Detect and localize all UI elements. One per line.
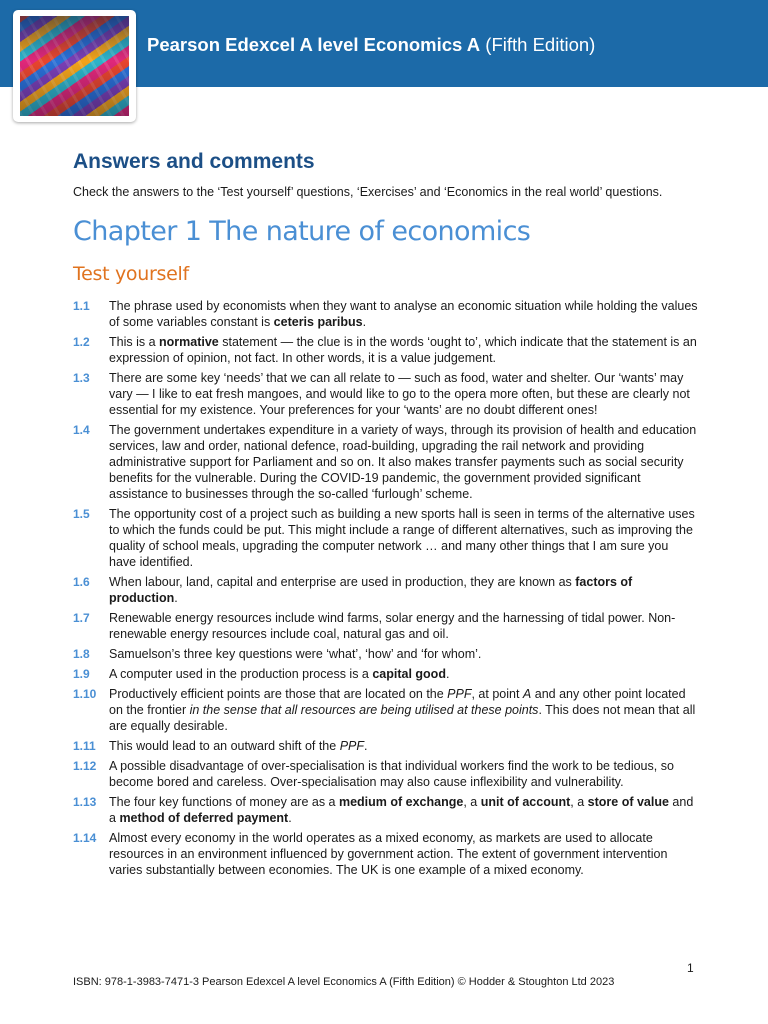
answer-number: 1.1 xyxy=(73,299,90,313)
header-title-main: Pearson Edexcel A level Economics A xyxy=(147,34,481,55)
answer-number: 1.4 xyxy=(73,423,90,437)
answer-item xyxy=(73,794,698,826)
header-title-edition: (Fifth Edition) xyxy=(480,34,596,55)
bold-term: medium of exchange xyxy=(338,795,464,809)
bold-term: method of deferred payment xyxy=(119,811,289,825)
text-run: Productively efficient points are those that are located on the xyxy=(109,687,448,701)
answer-item xyxy=(73,298,698,330)
test-yourself-heading: Test yourself xyxy=(73,263,189,285)
section-heading: Answers and comments xyxy=(73,150,315,173)
answer-text xyxy=(109,794,698,826)
answer-text xyxy=(109,506,698,570)
answer-number: 1.11 xyxy=(73,739,96,753)
answer-number: 1.6 xyxy=(73,575,90,589)
answer-text xyxy=(109,422,698,502)
answer-text xyxy=(109,298,698,330)
bold-term: normative xyxy=(159,335,219,349)
answer-number: 1.10 xyxy=(73,687,97,701)
text-run: statement — the clue is in the words ‘ought to’, which indicate that the statement is an expression of opinion, not fact. In other words, it is a value judgement. xyxy=(109,335,697,365)
text-run: , a xyxy=(463,795,481,809)
bold-term: store of value xyxy=(587,795,669,809)
text-run: The government undertakes expenditure in a variety of ways, through its provision of health and education services, law and order, national defence, road-building, upgrading the rail network and providing administrative support for Parliament and so on. It also makes transfer payments such as social security benefits for the vulnerable. During the COVID-19 pandemic, the government provided significant assistance to businesses through the so-called ‘furlough’ scheme. xyxy=(109,423,697,501)
text-run: A computer used in the production process is a xyxy=(109,667,373,681)
header-title xyxy=(147,34,595,56)
answer-number: 1.14 xyxy=(73,831,97,845)
bold-term: factors of production xyxy=(109,575,633,605)
text-run: Almost every economy in the world operates as a mixed economy, as markets are used to allocate resources in an environment influenced by government action. The extent of government intervention varies substantially between economies. The UK is one example of a mixed economy. xyxy=(109,831,668,877)
answer-item xyxy=(73,758,698,790)
text-run: The phrase used by economists when they want to analyse an economic situation while holding the values of some variables constant is xyxy=(109,299,698,329)
text-run: , at point xyxy=(471,687,523,701)
answer-text xyxy=(109,334,698,366)
bold-term: capital good xyxy=(372,667,446,681)
text-run: A possible disadvantage of over-specialisation is that individual workers find the work to be tedious, so become bored and careless. Over-specialisation may also cause inflexibility and vulnerability. xyxy=(109,759,674,789)
answer-item xyxy=(73,370,698,418)
book-cover-image xyxy=(20,16,129,116)
answer-item xyxy=(73,574,698,606)
intro-text: Check the answers to the ‘Test yourself’ questions, ‘Exercises’ and ‘Economics in the real world’ questions. xyxy=(73,185,663,199)
text-run: and any other point located on the frontier xyxy=(109,687,686,717)
text-run: . xyxy=(445,667,450,681)
answer-item xyxy=(73,334,698,366)
answer-text xyxy=(109,610,698,642)
answer-text xyxy=(109,370,698,418)
answer-text xyxy=(109,758,698,790)
text-run: . xyxy=(174,591,178,605)
answer-text xyxy=(109,830,698,878)
text-run: This is a xyxy=(109,335,160,349)
answer-item xyxy=(73,646,698,662)
answer-number: 1.13 xyxy=(73,795,97,809)
answer-number: 1.7 xyxy=(73,611,90,625)
bold-term: unit of account xyxy=(480,795,571,809)
text-run: This would lead to an outward shift of the xyxy=(109,739,340,753)
answer-item xyxy=(73,830,698,878)
italic-text: A xyxy=(522,687,532,701)
chapter-heading: Chapter 1 The nature of economics xyxy=(73,216,531,247)
answer-number: 1.8 xyxy=(73,647,90,661)
answer-item xyxy=(73,686,698,734)
text-run: Renewable energy resources include wind farms, solar energy and the harnessing of tidal power. Non-renewable energy resources include coal, natural gas and oil. xyxy=(109,611,676,641)
text-run: . This does not mean that all are equally desirable. xyxy=(109,703,696,733)
answer-number: 1.12 xyxy=(73,759,97,773)
answer-text xyxy=(109,574,698,606)
text-run: Samuelson’s three key questions were ‘what’, ‘how’ and ‘for whom’. xyxy=(109,647,482,661)
italic-text: in the sense that all resources are being utilised at these points xyxy=(189,703,539,717)
answer-item xyxy=(73,506,698,570)
answer-text xyxy=(109,738,698,754)
footer-isbn: ISBN: 978-1-3983-7471-3 Pearson Edexcel A level Economics A (Fifth Edition) © Hodder & Stoughton Ltd 2023 xyxy=(73,976,615,988)
answer-number: 1.2 xyxy=(73,335,90,349)
italic-text: PPF xyxy=(339,739,365,753)
bold-term: ceteris paribus xyxy=(273,315,363,329)
text-run: When labour, land, capital and enterprise are used in production, they are known as xyxy=(109,575,576,589)
answer-text xyxy=(109,646,698,662)
text-run: . xyxy=(362,315,367,329)
page-number: 1 xyxy=(687,961,694,975)
answer-item xyxy=(73,610,698,642)
text-run: and a xyxy=(109,795,694,825)
book-cover xyxy=(13,10,136,122)
text-run: . xyxy=(364,739,368,753)
answer-number: 1.3 xyxy=(73,371,90,385)
answer-number: 1.9 xyxy=(73,667,90,681)
text-run: , a xyxy=(570,795,588,809)
text-run: The four key functions of money are as a xyxy=(109,795,339,809)
text-run: The opportunity cost of a project such as building a new sports hall is seen in terms of the alternative uses to which the funds could be put. This might include a range of different alternatives, such as improving the quality of school meals, upgrading the computer network … and many other things that I am sure you have identified. xyxy=(109,507,695,569)
answer-item xyxy=(73,738,698,754)
text-run: . xyxy=(288,811,292,825)
answer-list xyxy=(73,298,698,882)
italic-text: PPF xyxy=(447,687,472,701)
answer-text xyxy=(109,666,698,682)
answer-number: 1.5 xyxy=(73,507,90,521)
answer-item xyxy=(73,666,698,682)
answer-item xyxy=(73,422,698,502)
text-run: There are some key ‘needs’ that we can all relate to — such as food, water and shelter. Our ‘wants’ may vary — I like to eat fresh mangoes, and would like to go to the opera more often, but these are clearly not essential for my existence. Your preferences for your ‘wants’ are no doubt different ones! xyxy=(109,371,690,417)
answer-text xyxy=(109,686,698,734)
